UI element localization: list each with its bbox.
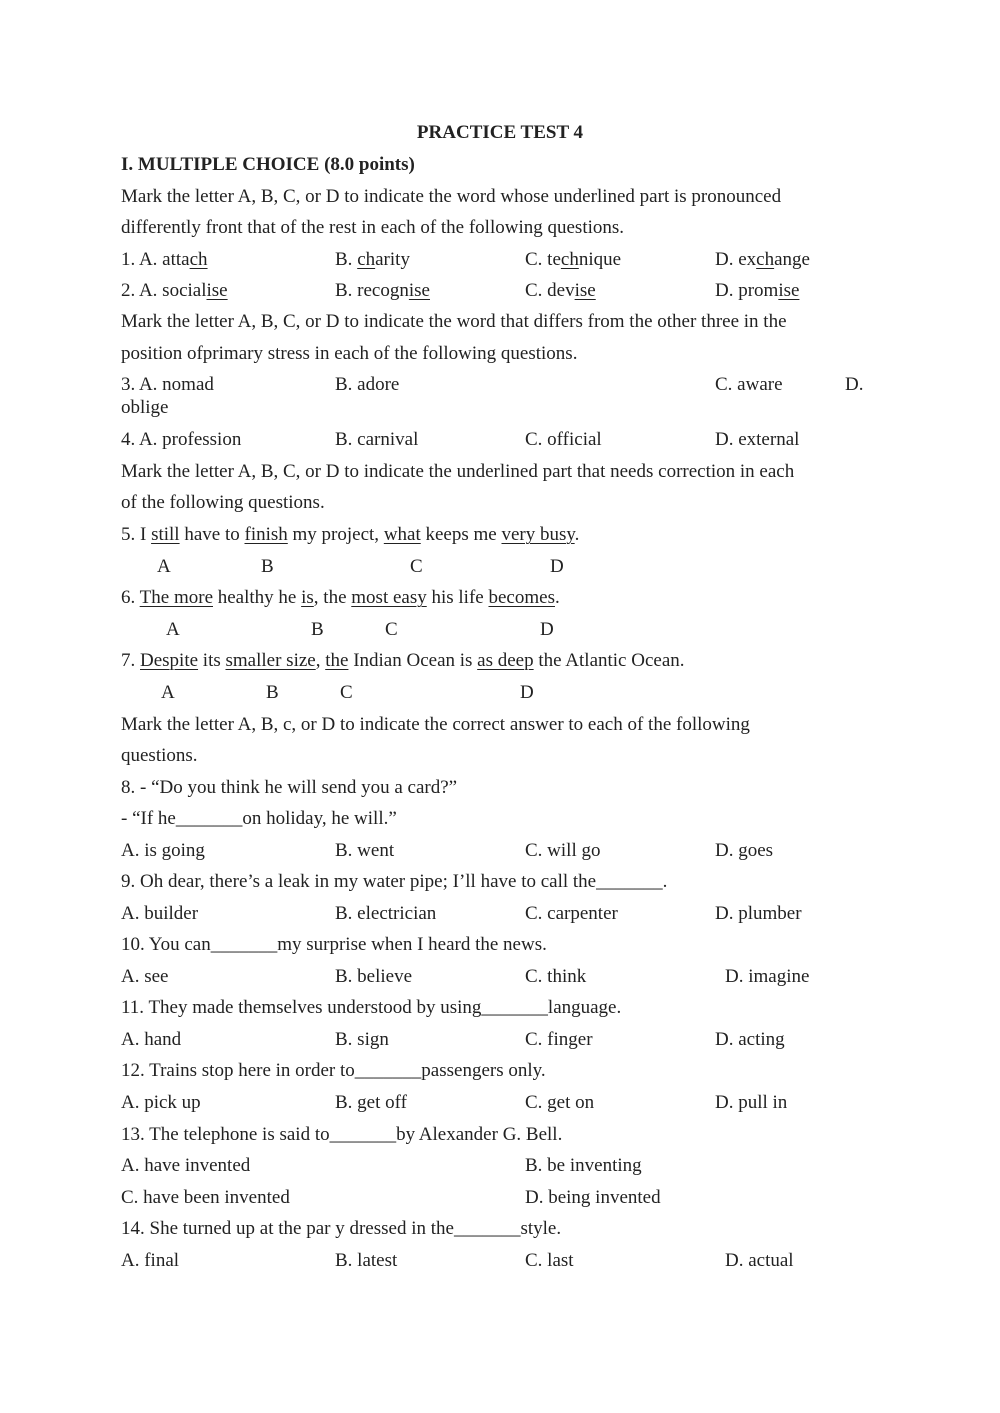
option-b[interactable]: B. sign — [335, 1029, 389, 1050]
option-text: B. recogn — [335, 280, 409, 301]
sentence-text: . — [574, 524, 580, 545]
option-a[interactable]: A. pick up — [121, 1092, 201, 1113]
sentence-text: . — [554, 587, 560, 608]
sentence-text: its — [198, 650, 226, 671]
option-label: A — [157, 556, 171, 577]
underlined-part: ch — [756, 249, 775, 270]
underlined-part[interactable]: Despite — [140, 650, 199, 671]
option-b[interactable]: B. went — [335, 840, 395, 861]
instruction-line: Mark the letter A, B, c, or D to indicate the correct answer to each of the following — [121, 714, 750, 735]
question-sentence — [121, 524, 579, 546]
underlined-part[interactable]: becomes — [488, 587, 555, 608]
instruction-line: position ofprimary stress in each of the following questions. — [121, 343, 578, 364]
instruction-line: differently front that of the rest in each of the following questions. — [121, 217, 625, 238]
option-c[interactable]: C. have been invented — [121, 1187, 290, 1208]
underlined-part[interactable]: as deep — [477, 650, 534, 671]
sentence-text: his life — [426, 587, 489, 608]
option-a[interactable]: A. see — [121, 966, 169, 987]
option-label: D — [540, 619, 554, 640]
option-a[interactable]: A. is going — [121, 840, 205, 861]
option-label: C — [410, 556, 423, 577]
option-text: B. — [335, 249, 358, 270]
sentence-text: my project, — [287, 524, 384, 545]
option-c[interactable]: C. official — [525, 429, 602, 450]
option-label: B — [266, 682, 279, 703]
option-b[interactable] — [335, 280, 430, 302]
underlined-part[interactable]: what — [383, 524, 421, 545]
option-a[interactable]: 4. A. profession — [121, 429, 242, 450]
option-b[interactable]: B. carnival — [335, 429, 419, 450]
option-a[interactable]: A. builder — [121, 903, 199, 924]
sentence-text: 5. I — [121, 524, 152, 545]
option-b[interactable]: B. electrician — [335, 903, 437, 924]
option-d[interactable] — [715, 249, 810, 271]
option-a[interactable]: A. have invented — [121, 1155, 251, 1176]
option-c[interactable] — [525, 280, 596, 302]
option-d[interactable]: D. acting — [715, 1029, 785, 1050]
option-text: C. te — [525, 249, 561, 270]
option-text: D. ex — [715, 249, 757, 270]
option-b[interactable]: B. adore — [335, 374, 400, 395]
underlined-part[interactable]: the — [325, 650, 349, 671]
option-text: C. dev — [525, 280, 575, 301]
option-a[interactable] — [121, 249, 208, 271]
question-stem: 8. - “Do you think he will send you a card?” — [121, 777, 458, 798]
option-label: C — [340, 682, 353, 703]
option-label: A — [161, 682, 175, 703]
option-c[interactable]: C. will go — [525, 840, 601, 861]
option-label: C — [385, 619, 398, 640]
option-b[interactable]: B. get off — [335, 1092, 407, 1113]
option-text: arity — [375, 249, 410, 270]
option-label: D — [520, 682, 534, 703]
question-sentence — [121, 587, 560, 609]
option-d[interactable]: D. plumber — [715, 903, 802, 924]
sentence-text: , — [315, 650, 326, 671]
option-a[interactable]: A. final — [121, 1250, 180, 1271]
option-d[interactable]: D. actual — [725, 1250, 794, 1271]
question-sentence — [121, 650, 685, 672]
underlined-part: ise — [778, 280, 800, 301]
option-d-continued: oblige — [121, 397, 169, 418]
option-d[interactable]: D. imagine — [725, 966, 810, 987]
option-d[interactable]: D. goes — [715, 840, 774, 861]
sentence-text: keeps me — [420, 524, 502, 545]
option-c[interactable]: C. finger — [525, 1029, 593, 1050]
option-d[interactable]: D. external — [715, 429, 800, 450]
option-c[interactable]: C. aware — [715, 374, 783, 395]
question-stem: 10. You can_______my surprise when I heard the news. — [121, 934, 547, 955]
underlined-part: ise — [574, 280, 596, 301]
option-text: 2. A. social — [121, 280, 207, 301]
option-text: nique — [578, 249, 622, 270]
underlined-part[interactable]: The more — [139, 587, 213, 608]
option-a[interactable]: A. hand — [121, 1029, 182, 1050]
option-text: D. prom — [715, 280, 779, 301]
option-c[interactable] — [525, 249, 621, 271]
sentence-text: 6. — [121, 587, 140, 608]
option-text: ange — [774, 249, 810, 270]
instruction-line: Mark the letter A, B, C, or D to indicate the word that differs from the other three in the — [121, 311, 787, 332]
option-c[interactable]: C. think — [525, 966, 587, 987]
instruction-line: of the following questions. — [121, 492, 325, 513]
question-stem: 14. She turned up at the par y dressed in the_______style. — [121, 1218, 562, 1239]
option-c[interactable]: C. carpenter — [525, 903, 618, 924]
instruction-line: questions. — [121, 745, 198, 766]
underlined-part: ch — [560, 249, 579, 270]
underlined-part[interactable]: very busy — [501, 524, 575, 545]
option-a[interactable] — [121, 280, 228, 302]
underlined-part: ise — [206, 280, 228, 301]
sentence-text: have to — [179, 524, 245, 545]
question-stem: 13. The telephone is said to_______by Alexander G. Bell. — [121, 1124, 563, 1145]
sentence-text: 7. — [121, 650, 140, 671]
option-b[interactable]: B. believe — [335, 966, 413, 987]
underlined-part: ch — [189, 249, 208, 270]
sentence-text: Indian Ocean is — [348, 650, 478, 671]
option-d[interactable]: D. being invented — [525, 1187, 661, 1208]
underlined-part[interactable]: smaller size — [225, 650, 316, 671]
sentence-text: healthy he — [213, 587, 302, 608]
option-text: 1. A. atta — [121, 249, 190, 270]
option-b[interactable]: B. latest — [335, 1250, 398, 1271]
option-label: B — [311, 619, 324, 640]
option-label: D — [550, 556, 564, 577]
sentence-text: , the — [313, 587, 352, 608]
option-d[interactable]: D. — [845, 374, 864, 395]
question-stem: 9. Oh dear, there’s a leak in my water pipe; I’ll have to call the_______. — [121, 871, 668, 892]
question-stem: 11. They made themselves understood by using_______language. — [121, 997, 622, 1018]
underlined-part[interactable]: finish — [244, 524, 288, 545]
option-label: A — [166, 619, 180, 640]
option-c[interactable]: C. last — [525, 1250, 574, 1271]
sentence-text: the Atlantic Ocean. — [533, 650, 685, 671]
instruction-line: Mark the letter A, B, C, or D to indicate the word whose underlined part is pronounced — [121, 186, 782, 207]
option-label: B — [261, 556, 274, 577]
underlined-part[interactable]: most easy — [351, 587, 427, 608]
section-heading: I. MULTIPLE CHOICE (8.0 points) — [121, 154, 415, 175]
page-title: PRACTICE TEST 4 — [416, 122, 584, 143]
underlined-part[interactable]: still — [151, 524, 180, 545]
option-d[interactable]: D. pull in — [715, 1092, 788, 1113]
option-a[interactable]: 3. A. nomad — [121, 374, 214, 395]
option-b[interactable] — [335, 249, 410, 271]
option-b[interactable]: B. be inventing — [525, 1155, 642, 1176]
underlined-part[interactable]: is — [301, 587, 314, 608]
option-d[interactable] — [715, 280, 799, 302]
underlined-part: ise — [408, 280, 430, 301]
option-c[interactable]: C. get on — [525, 1092, 595, 1113]
question-stem: 12. Trains stop here in order to_______passengers only. — [121, 1060, 546, 1081]
underlined-part: ch — [357, 249, 376, 270]
question-stem: - “If he_______on holiday, he will.” — [121, 808, 397, 829]
instruction-line: Mark the letter A, B, C, or D to indicate the underlined part that needs correction in each — [121, 461, 795, 482]
